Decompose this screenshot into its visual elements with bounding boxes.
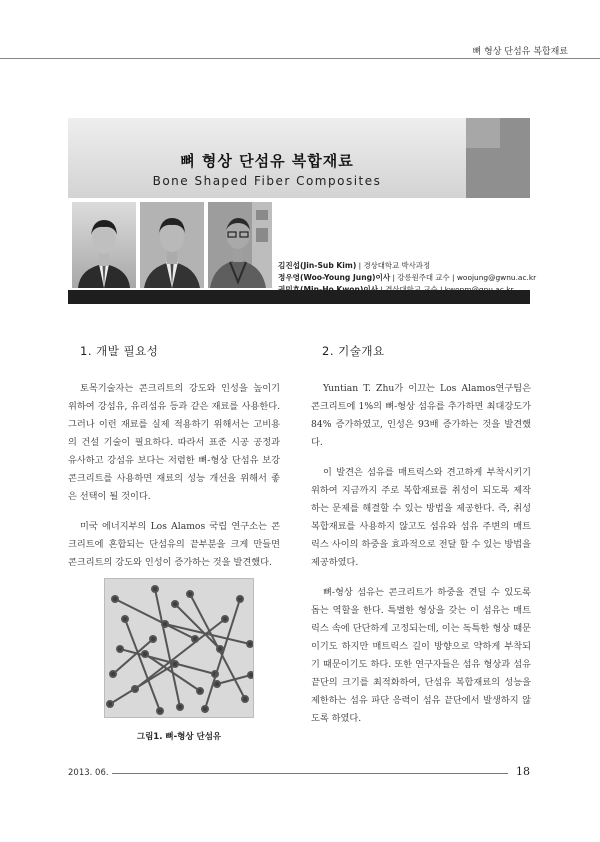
- paragraph: 미국 에너지부의 Los Alamos 국립 연구소는 콘크리트에 혼합되는 단섬유의 끝부분을 크게 만들면 콘크리트의 강도와 인성이 증가하는 것을 발견했다.: [68, 521, 280, 568]
- title-banner: [68, 118, 537, 304]
- bone-fiber-illustration: [105, 579, 254, 718]
- author-1-affiliation: | 경상대학교 박사과정: [356, 261, 431, 270]
- author-2: [278, 272, 536, 284]
- figure-caption: 그림1. 뼈-형상 단섬유: [136, 732, 222, 742]
- running-head: 뼈 형상 단섬유 복합재료: [472, 47, 568, 57]
- column-right: [311, 380, 531, 740]
- author-1: [278, 260, 536, 272]
- banner-side-square: [466, 118, 500, 148]
- author-photo-2: [140, 202, 204, 288]
- page-number: 18: [516, 765, 530, 778]
- banner-bottom-bar: [68, 290, 530, 304]
- author-2-name: 정우영(Woo-Young Jung)이사: [278, 273, 391, 282]
- paragraph: 뼈-형상 섬유는 콘크리트가 하중을 견딜 수 있도록 돕는 역할을 한다. 특별한 형상을 갖는 이 섬유는 매트릭스 속에 단단하게 고정되는데, 이는 독특한 형상 때문이기도 하지만 매트릭스 길이 방향으로 약하게 부착되기 때문이기도 하다. 또한 연구자들은 섬유 형상과 섬유 끝단의 크기를 최적화하여, 단섬유 복합재료의 성능을 제한하는 섬유 파단 응력이 섬유 끝단에서 발생하지 않도록 하였다.: [311, 587, 531, 724]
- author-photo-1: [72, 202, 136, 288]
- footer-rule: [112, 773, 508, 774]
- author-photo-3: [208, 202, 272, 288]
- bone-fiber-photo: [104, 578, 254, 718]
- running-head-rule: [0, 58, 600, 59]
- paragraph: 토목기술자는 콘크리트의 강도와 인성을 높이기 위하여 강섬유, 유리섬유 등과 같은 재료를 사용한다. 그러나 이런 재료를 실제 적용하기 위해서는 고비용의 건설 기술이 필요하다. 따라서 표준 시공 공정과 유사하고 강섬유 보다는 저렴한 뼈-형상 단섬유 보강 콘크리트를 사용하면 재료의 성능 개선을 위해서 좋은 선택이 될 것이다.: [68, 383, 280, 502]
- author-1-name: 김진섭(Jin-Sub Kim): [278, 261, 357, 270]
- section-heading-2: 2. 기술개요: [322, 344, 385, 358]
- article-subtitle: Bone Shaped Fiber Composites: [152, 174, 382, 188]
- section-heading-1: 1. 개발 필요성: [80, 344, 159, 358]
- paragraph: Yuntian T. Zhu가 이끄는 Los Alamos연구팀은 콘크리트에 1%의 뼈-형상 섬유를 추가하면 최대강도가 84% 증가하였고, 인성은 93배 증가하는 것을 발견했다.: [311, 383, 531, 448]
- paragraph: 이 발견은 섬유를 매트릭스와 견고하게 부착시키기 위하여 지금까지 주로 복합재료를 취성이 되도록 제작하는 문제를 해결할 수 있는 방법을 제공한다. 즉, 취성 복합재료를 사용하지 않고도 섬유와 섬유 주변의 매트릭스 사이의 하중을 효과적으로 전달 할 수 있는 방법을 제공하였다.: [311, 467, 531, 568]
- footer-date: 2013. 06.: [68, 768, 109, 778]
- article-title: 뼈 형상 단섬유 복합재료: [180, 152, 354, 170]
- author-2-affiliation: | 강릉원주대 교수 | woojung@gwnu.ac.kr: [390, 273, 537, 282]
- column-left: [68, 380, 280, 584]
